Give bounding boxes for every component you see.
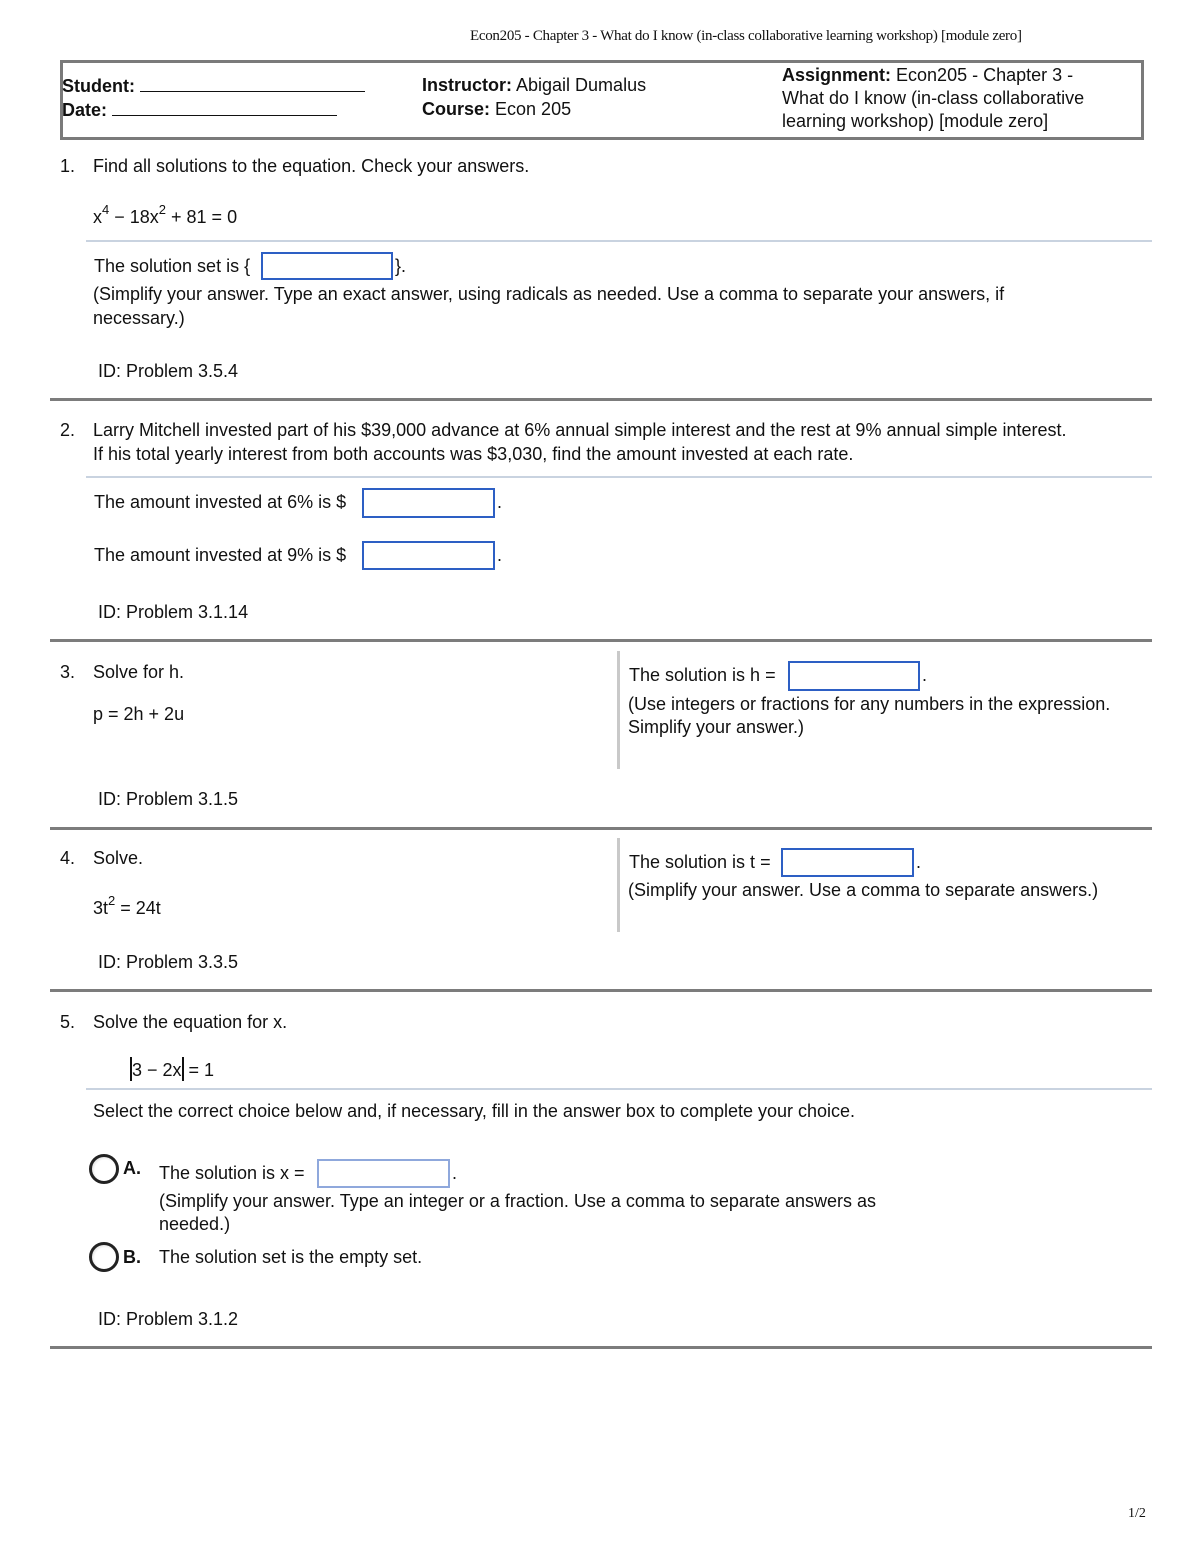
divider xyxy=(86,476,1152,478)
document-title: Econ205 - Chapter 3 - What do I know (in-class collaborative learning workshop) [module zero] xyxy=(470,28,1022,44)
problem-separator xyxy=(50,1346,1152,1349)
assignment-line2: What do I know (in-class collaborative xyxy=(782,88,1085,108)
instructor-value: Abigail Dumalus xyxy=(516,75,647,95)
course-label: Course: xyxy=(422,99,491,119)
assignment-field xyxy=(782,64,1084,133)
column-divider xyxy=(617,651,620,769)
problem-4-id: ID: Problem 3.3.5 xyxy=(98,952,239,972)
problem-4-number: 4. xyxy=(60,848,76,868)
choice-a-note-line1: (Simplify your answer. Type an integer or a fraction. Use a comma to separate answers as xyxy=(159,1191,876,1211)
problem-3-id: ID: Problem 3.1.5 xyxy=(98,789,239,809)
choice-b-letter: B. xyxy=(123,1247,141,1267)
choice-a-prefix: The solution is x = xyxy=(159,1163,305,1183)
problem-3-answer-suffix: . xyxy=(922,665,928,685)
problem-2-answer2-prefix: The amount invested at 9% is $ xyxy=(94,545,347,565)
problem-4-answer-prefix: The solution is t = xyxy=(629,852,771,872)
problem-1-note-line2: necessary.) xyxy=(93,308,185,328)
choice-b-radio[interactable] xyxy=(89,1242,119,1272)
divider xyxy=(86,240,1152,242)
problem-separator xyxy=(50,827,1152,830)
assignment-line3: learning workshop) [module zero] xyxy=(782,111,1049,131)
problem-5-prompt: Solve the equation for x. xyxy=(93,1012,288,1032)
column-divider xyxy=(617,838,620,932)
student-field xyxy=(62,75,365,97)
problem-2-answer1-input[interactable] xyxy=(362,488,495,518)
problem-1-answer-prefix: The solution set is { xyxy=(94,256,251,276)
problem-5-number: 5. xyxy=(60,1012,76,1032)
choice-a-answer-input[interactable] xyxy=(317,1159,450,1188)
problem-1-id: ID: Problem 3.5.4 xyxy=(98,361,239,381)
date-label: Date: xyxy=(62,100,108,120)
problem-2-answer2-suffix: . xyxy=(497,545,503,565)
problem-1-note-line1: (Simplify your answer. Type an exact answer, using radicals as needed. Use a comma to separate your answers, if xyxy=(93,284,1005,304)
choice-a-suffix: . xyxy=(452,1163,458,1183)
problem-1-equation: $x^4 - 18x^2 + 81 = 0$ xyxy=(93,202,238,227)
problem-3-note-line1: (Use integers or fractions for any numbers in the expression. xyxy=(628,694,1111,714)
problem-1-answer-suffix: }. xyxy=(395,256,407,276)
problem-2-id: ID: Problem 3.1.14 xyxy=(98,602,249,622)
problem-1-number: 1. xyxy=(60,156,76,176)
student-blank[interactable] xyxy=(140,75,365,92)
choice-a-note-line2: needed.) xyxy=(159,1214,231,1234)
problem-3-number: 3. xyxy=(60,662,76,682)
problem-separator xyxy=(50,989,1152,992)
student-label: Student: xyxy=(62,76,135,96)
problem-3-equation: p = 2h + 2u xyxy=(93,704,185,724)
date-blank[interactable] xyxy=(112,99,337,116)
choice-b-text: The solution set is the empty set. xyxy=(159,1247,423,1267)
problem-2-answer1-prefix: The amount invested at 6% is $ xyxy=(94,492,347,512)
problem-3-note-line2: Simplify your answer.) xyxy=(628,717,805,737)
problem-separator xyxy=(50,639,1152,642)
problem-3-answer-input[interactable] xyxy=(788,661,920,691)
problem-1-answer-input[interactable] xyxy=(261,252,393,280)
problem-2-answer1-suffix: . xyxy=(497,492,503,512)
problem-2-answer2-input[interactable] xyxy=(362,541,495,570)
problem-5-equation: 3 − 2x = 1 xyxy=(130,1057,214,1081)
problem-3-prompt: Solve for h. xyxy=(93,662,185,682)
problem-3-answer-prefix: The solution is h = xyxy=(629,665,776,685)
problem-1-prompt: Find all solutions to the equation. Check your answers. xyxy=(93,156,530,176)
problem-4-equation: $3t^2 = 24t$ xyxy=(93,893,161,918)
problem-4-answer-input[interactable] xyxy=(781,848,914,877)
problem-4-prompt: Solve. xyxy=(93,848,144,868)
date-field xyxy=(62,99,337,121)
assignment-line1: Econ205 - Chapter 3 - xyxy=(896,65,1074,85)
course-value: Econ 205 xyxy=(495,99,572,119)
problem-2-number: 2. xyxy=(60,420,76,440)
course-field xyxy=(422,99,571,120)
instructor-field xyxy=(422,75,646,96)
choice-a-radio[interactable] xyxy=(89,1154,119,1184)
assignment-label: Assignment: xyxy=(782,65,892,85)
problem-2-prompt-line1: Larry Mitchell invested part of his $39,000 advance at 6% annual simple interest and the rest at 9% annual simple interest. xyxy=(93,420,1067,440)
problem-5-id: ID: Problem 3.1.2 xyxy=(98,1309,239,1329)
problem-4-note: (Simplify your answer. Use a comma to separate answers.) xyxy=(628,880,1099,900)
problem-5-instruction: Select the correct choice below and, if necessary, fill in the answer box to complete your choice. xyxy=(93,1101,856,1121)
problem-2-prompt-line2: If his total yearly interest from both accounts was $3,030, find the amount invested at each rate. xyxy=(93,444,854,464)
divider xyxy=(86,1088,1152,1090)
problem-4-answer-suffix: . xyxy=(916,852,922,872)
instructor-label: Instructor: xyxy=(422,75,512,95)
page-number: 1/2 xyxy=(1128,1506,1146,1521)
choice-a-letter: A. xyxy=(123,1158,141,1178)
problem-separator xyxy=(50,398,1152,401)
